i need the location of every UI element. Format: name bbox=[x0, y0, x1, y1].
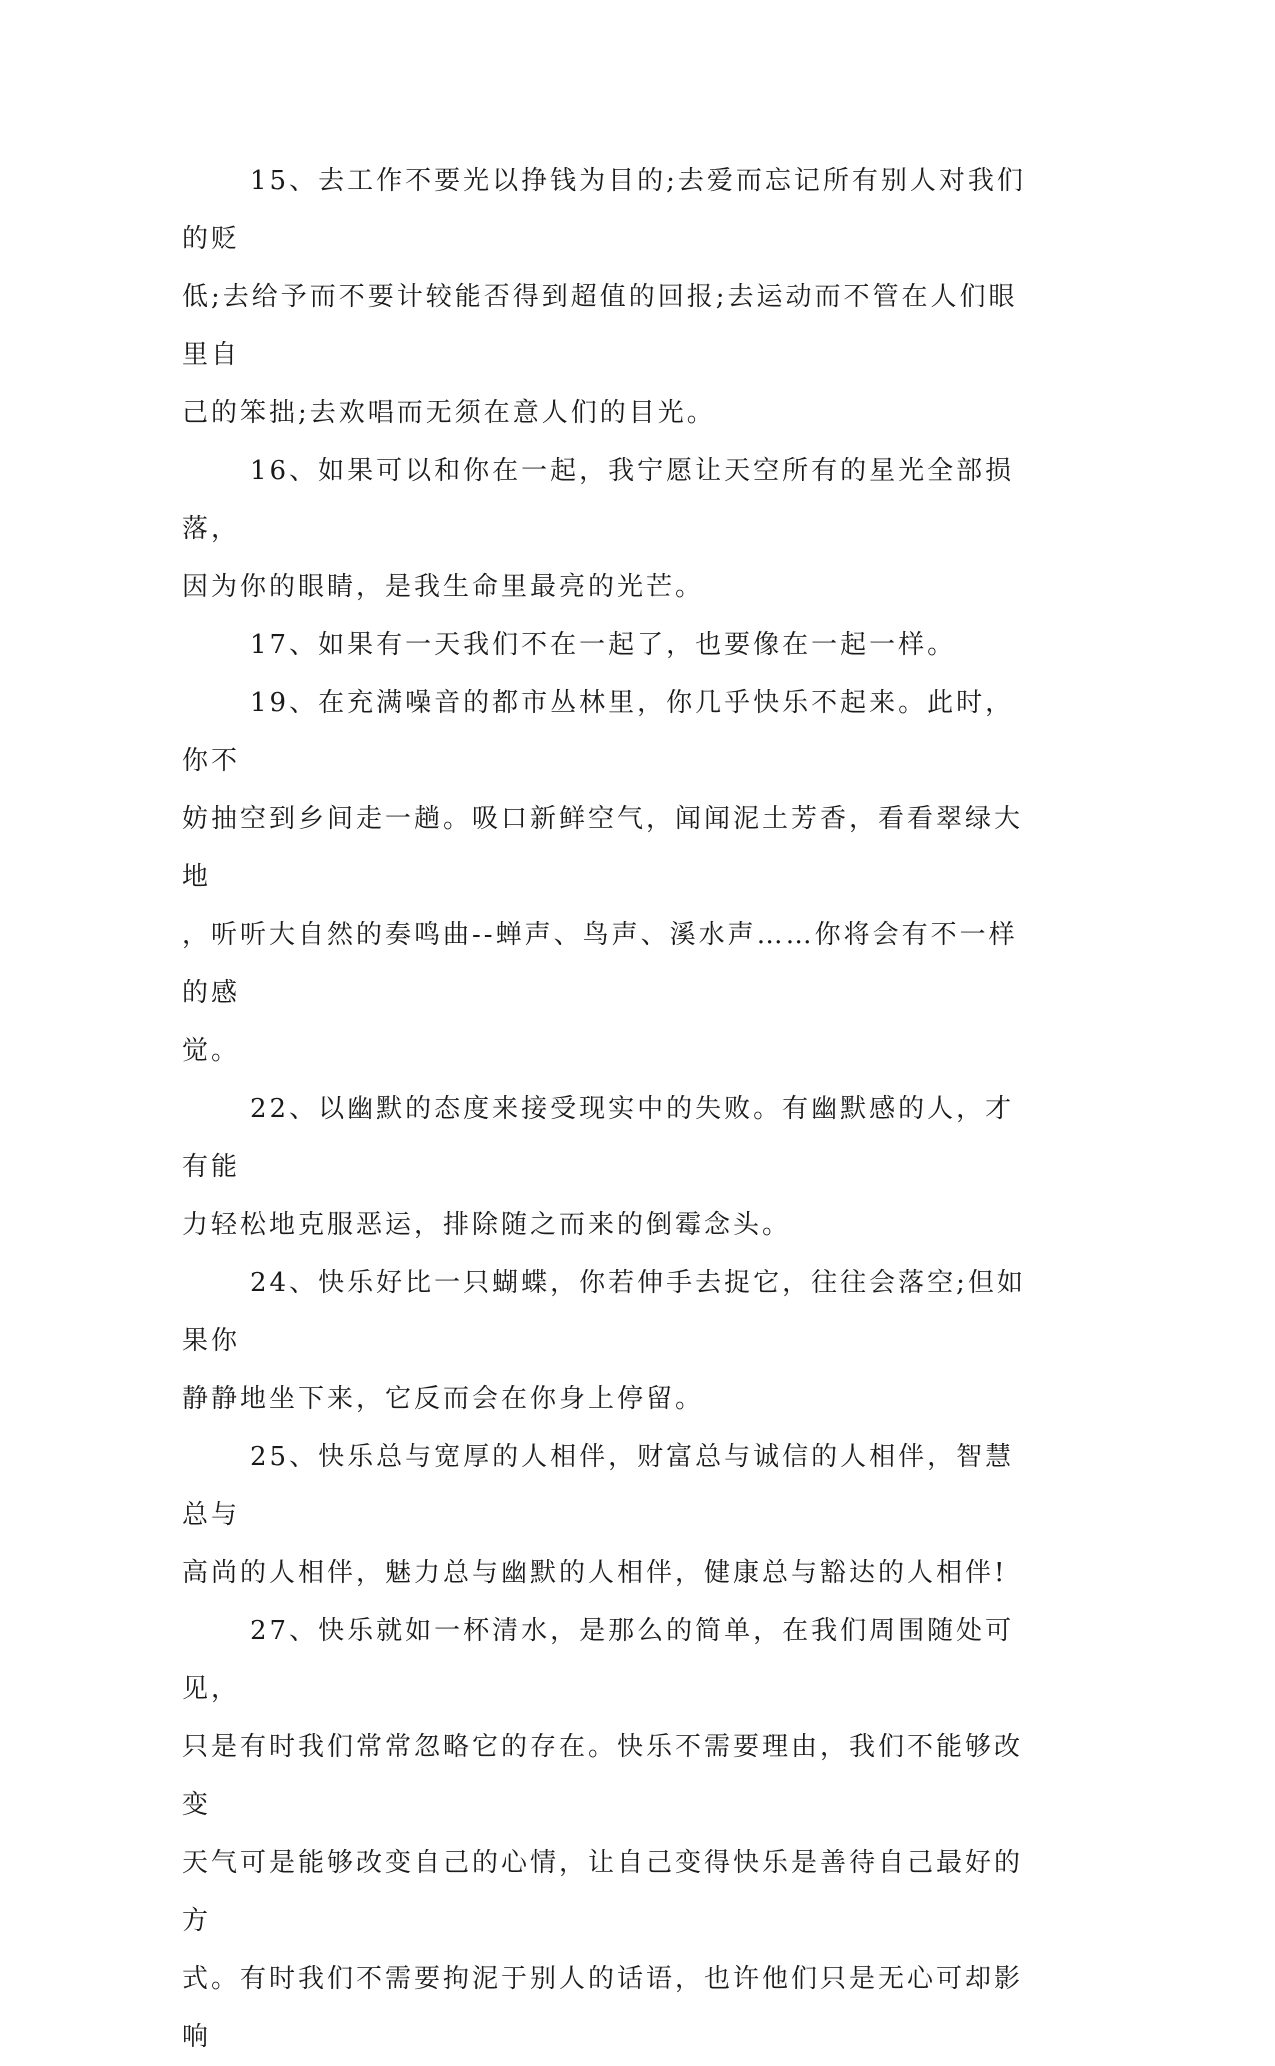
paragraph-19: 19、在充满噪音的都市丛林里，你几乎快乐不起来。此时，你不 妨抽空到乡间走一趟。吸口新鲜空气，闻闻泥土芳香，看看翠绿大地 ，听听大自然的奏鸣曲--蝉声、鸟声、溪水声……你将会有不一样的感 觉。 bbox=[182, 688, 1024, 1066]
paragraph-16: 16、如果可以和你在一起，我宁愿让天空所有的星光全部损落， 因为你的眼睛，是我生命里最亮的光芒。 bbox=[182, 456, 1015, 602]
paragraph-24: 24、快乐好比一只蝴蝶，你若伸手去捉它，往往会落空;但如果你 静静地坐下来，它反而会在你身上停留。 bbox=[182, 1268, 1026, 1414]
paragraph-17: 17、如果有一天我们不在一起了，也要像在一起一样。 bbox=[250, 630, 957, 660]
paragraph-25: 25、快乐总与宽厚的人相伴，财富总与诚信的人相伴，智慧总与 高尚的人相伴，魅力总与幽默的人相伴，健康总与豁达的人相伴! bbox=[182, 1442, 1015, 1588]
paragraph-15: 15、去工作不要光以挣钱为目的;去爱而忘记所有别人对我们的贬 低;去给予而不要计较能否得到超值的回报;去运动而不管在人们眼里自 己的笨拙;去欢唱而无须在意人们的目光。 bbox=[182, 166, 1026, 428]
paragraph-22: 22、以幽默的态度来接受现实中的失败。有幽默感的人，才有能 力轻松地克服恶运，排除随之而来的倒霉念头。 bbox=[182, 1094, 1015, 1240]
document-body bbox=[182, 152, 1042, 2066]
paragraph-27: 27、快乐就如一杯清水，是那么的简单，在我们周围随处可见， 只是有时我们常常忽略它的存在。快乐不需要理由，我们不能够改变 天气可是能够改变自己的心情，让自己变得快乐是善待自己最好的方 式。有时我们不需要拘泥于别人的话语，也许他们只是无心可却影响 bbox=[182, 1616, 1024, 2052]
